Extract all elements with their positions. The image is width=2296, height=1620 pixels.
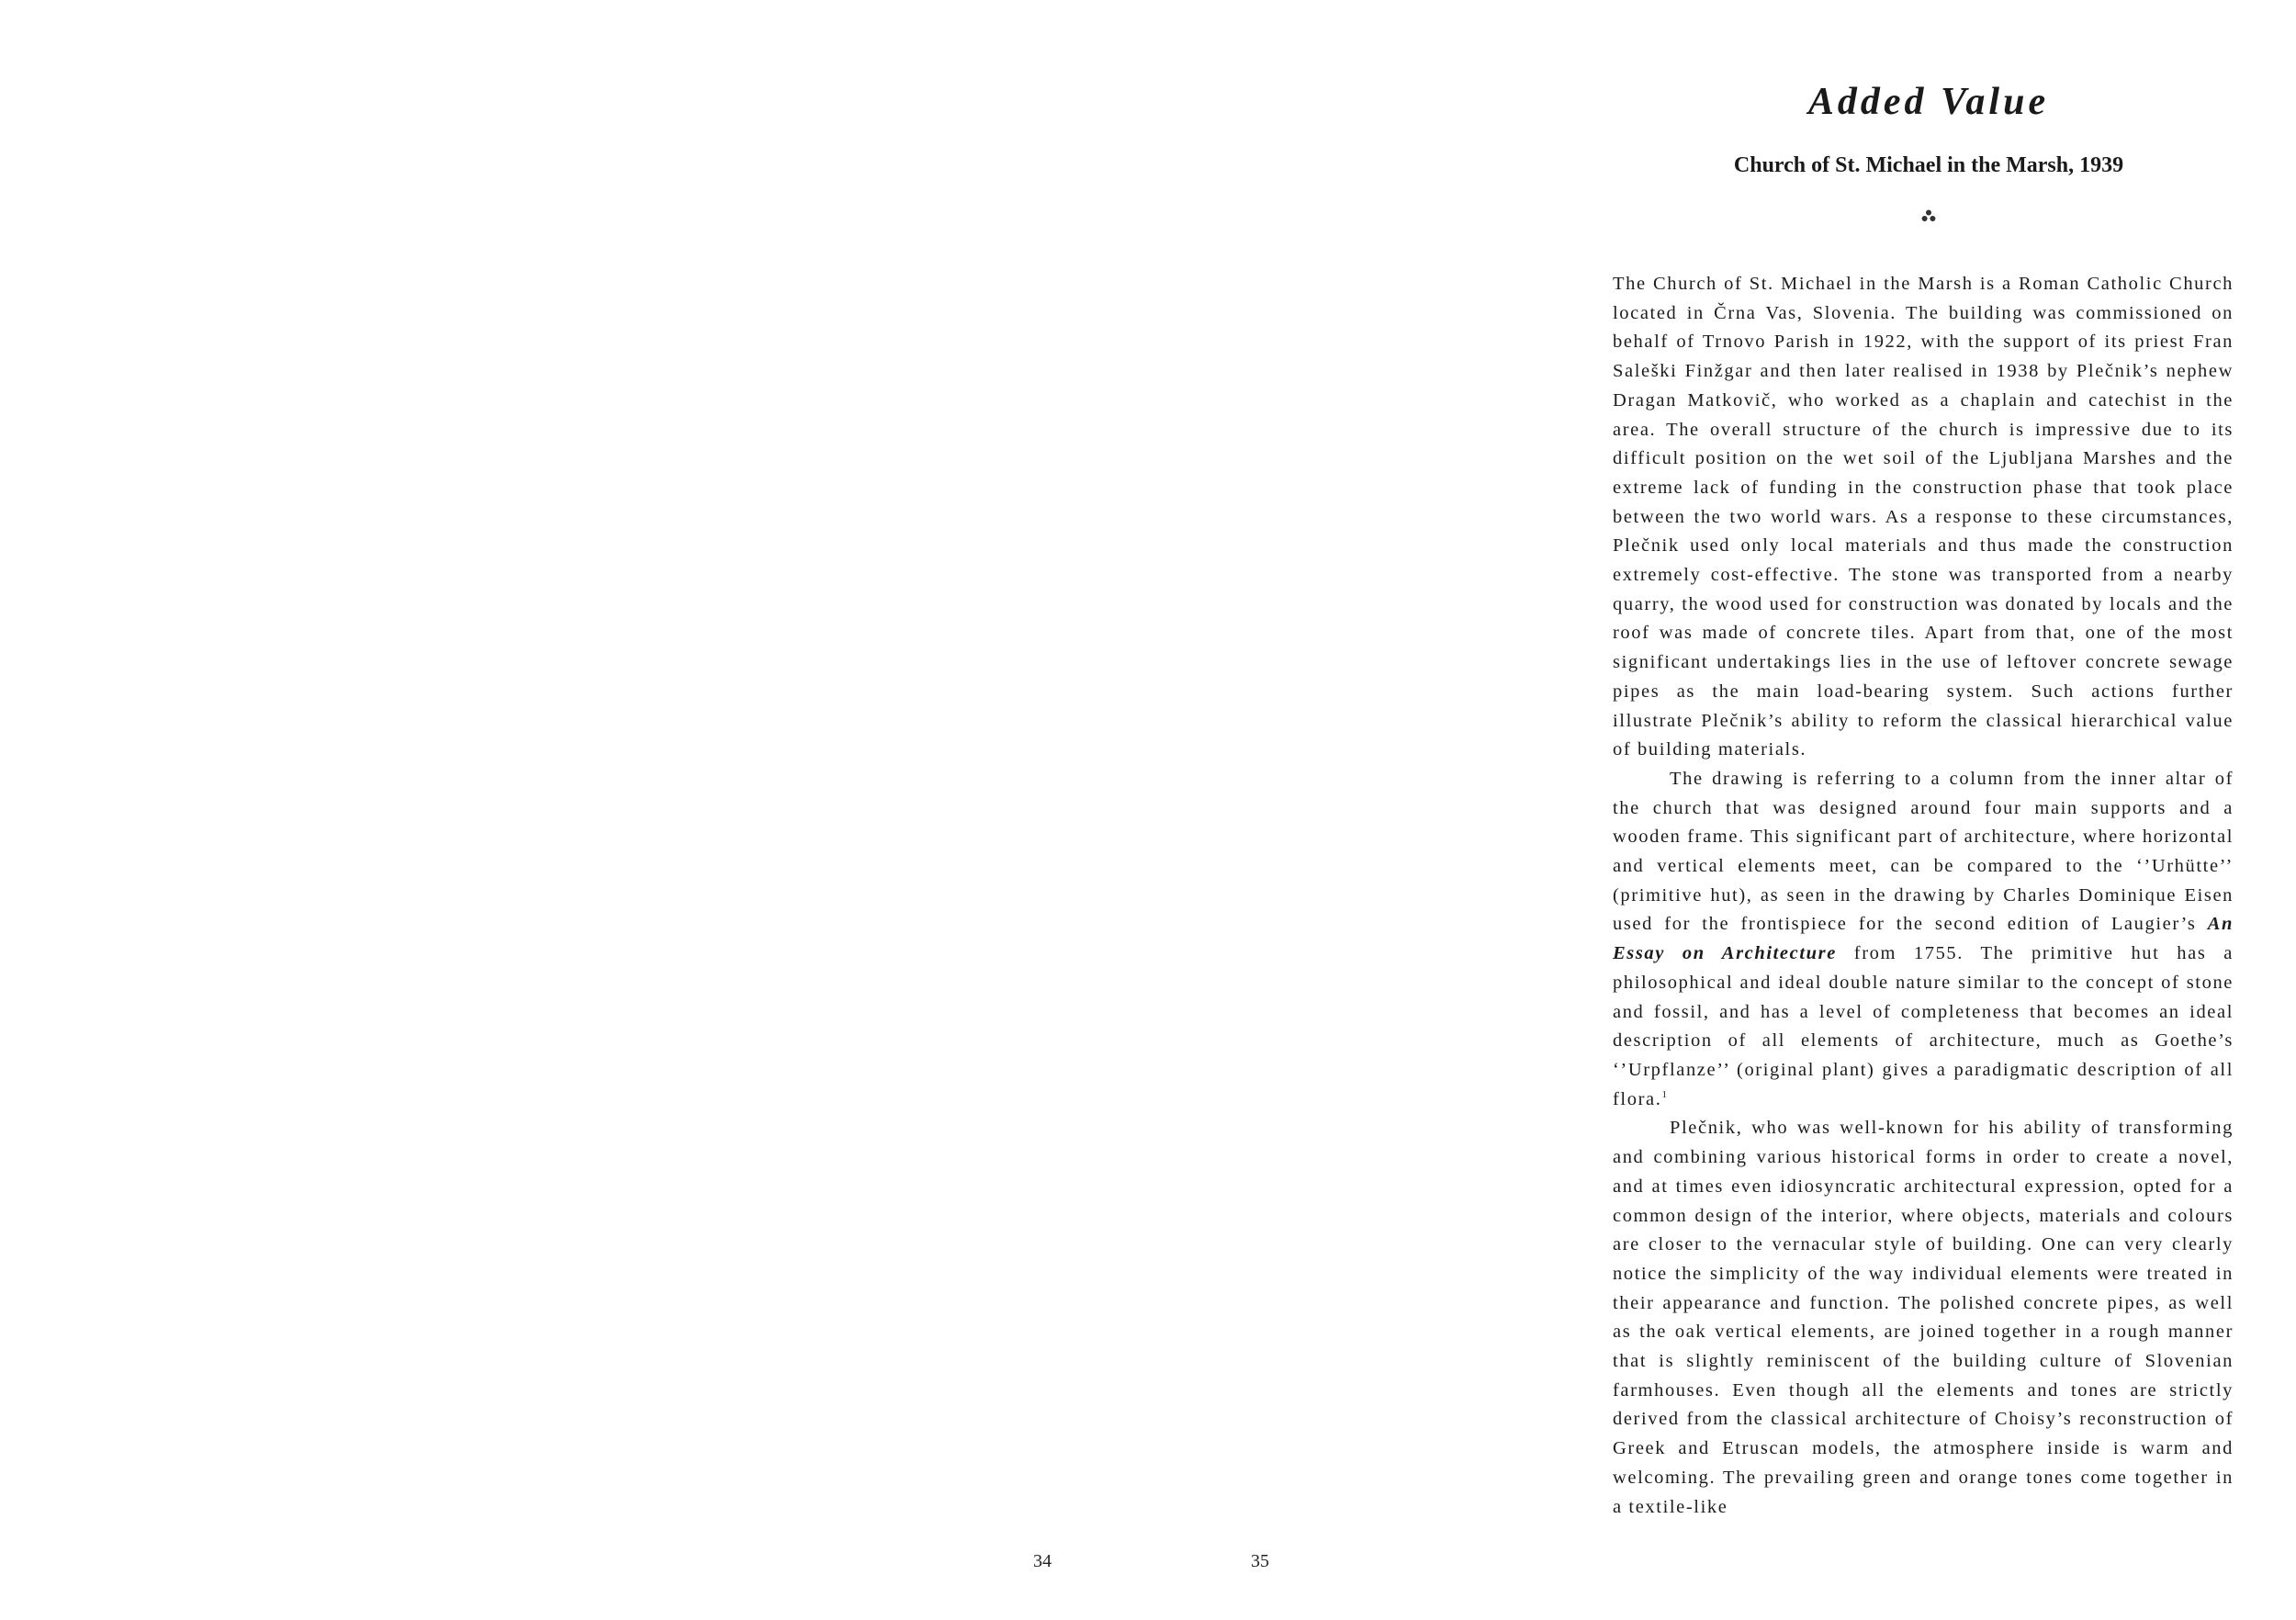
footnote-marker[interactable]: 1 xyxy=(1661,1088,1669,1100)
paragraph-2-text-after: from 1755. The primitive hut has a philosophical and ideal double nature similar to the concept of stone and fossil, and has a level of completeness that becomes an ideal description of all elements of architecture, much as Goethe’s ‘’Urpflanze’’ (original plant) gives a paradigmatic description of all flora. xyxy=(1613,943,2234,1109)
article-subtitle: Church of St. Michael in the Marsh, 1939 xyxy=(1733,153,2124,177)
body-paragraph-3: Plečnik, who was well-known for his ability of transforming and combining various historical forms in order to create a novel, and at times even idiosyncratic architectural expression, opted for a common design of the interior, where objects, materials and colours are closer to the vernacular style of building. One can very clearly notice the simplicity of the way individual elements were treated in their appearance and function. The polished concrete pipes, as well as the oak vertical elements, are joined together in a rough manner that is slightly reminiscent of the building culture of Slovenian farmhouses. Even though all the elements and tones are strictly derived from the classical architecture of Choisy’s reconstruction of Greek and Etruscan models, the atmosphere inside is warm and welcoming. The prevailing green and orange tones come together in a textile-like xyxy=(1613,1118,2234,1517)
right-page-number: 35 xyxy=(1251,1551,1269,1571)
dinkus-trefoil-icon xyxy=(1901,209,1956,230)
left-page-number: 34 xyxy=(1033,1551,1052,1571)
article-title: Added Value xyxy=(1807,81,2050,123)
paragraph-2-text-before: The drawing is referring to a column from the inner altar of the church that was designed around four main supports and a wooden frame. This significant part of architecture, where horizontal and vertical elements meet, can be compared to the ‘’Urhütte’’ (primitive hut), as seen in the drawing by Charles Dominique Eisen used for the frontispiece for the second edition of Laugier’s xyxy=(1613,768,2234,935)
cited-book-title: An Essay on Architecture xyxy=(1613,914,2234,964)
body-paragraph-2 xyxy=(1613,765,2234,1114)
article-body xyxy=(1613,270,2234,1522)
body-paragraph-1: The Church of St. Michael in the Marsh is a Roman Catholic Church located in Črna Vas, Slovenia. The building was commissioned on behalf of Trnovo Parish in 1922, with the support of its priest Fran Saleški Finžgar and then later realised in 1938 by Plečnik’s nephew Dragan Matkovič, who worked as a chaplain and catechist in the area. The overall structure of the church is impressive due to its difficult position on the wet soil of the Ljubljana Marshes and the extreme lack of funding in the construction phase that took place between the two world wars. As a response to these circumstances, Plečnik used only local materials and thus made the construction extremely cost-effective. The stone was transported from a nearby quarry, the wood used for construction was donated by locals and the roof was made of concrete tiles. Apart from that, one of the most significant undertakings lies in the use of leftover concrete sewage pipes as the main load-bearing system. Such actions further illustrate Plečnik’s ability to reform the classical hierarchical value of building materials. xyxy=(1613,274,2234,760)
